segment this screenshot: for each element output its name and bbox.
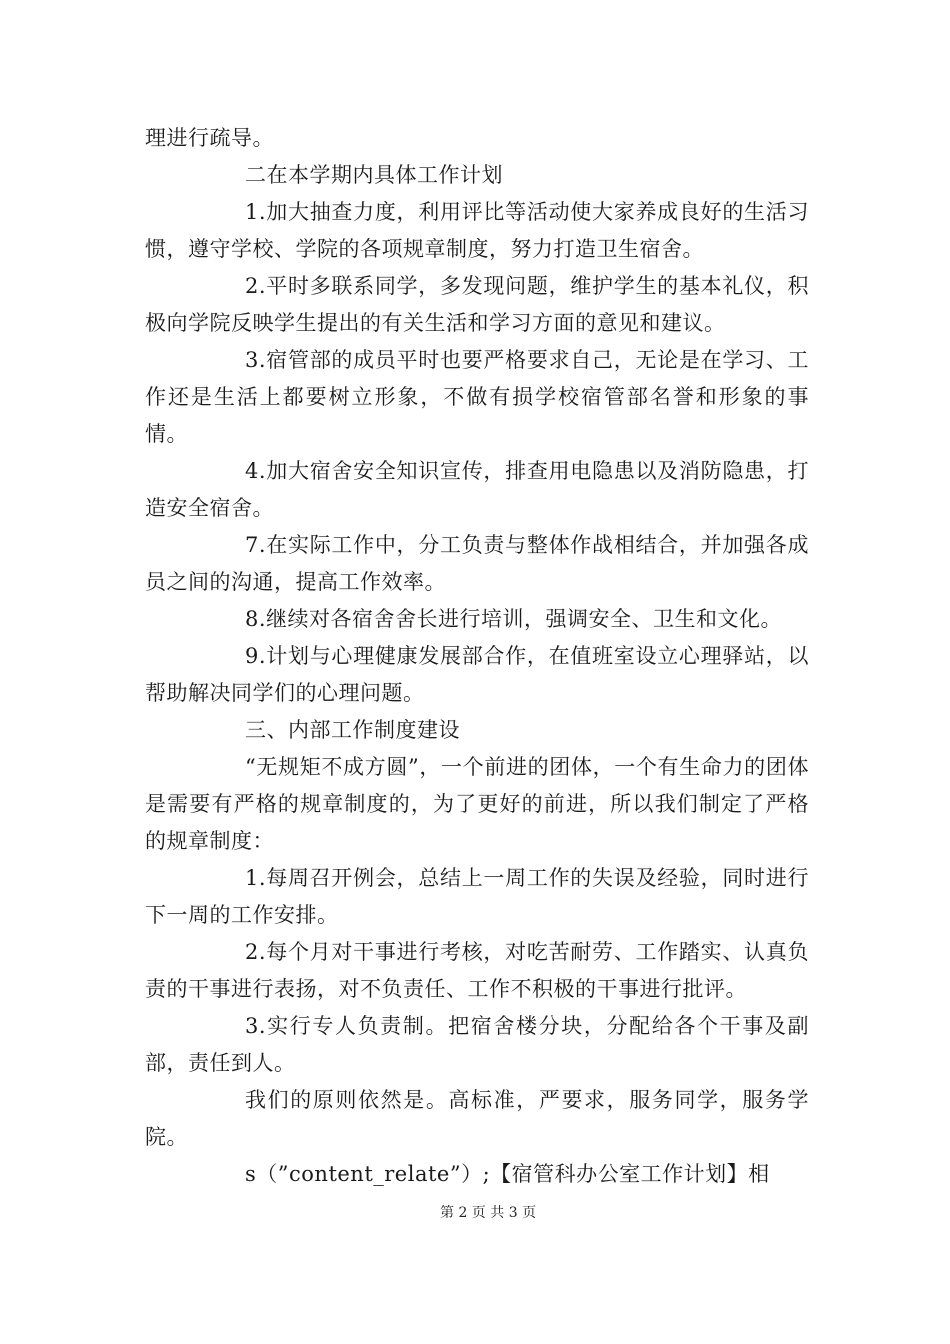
section-heading-plan: 二在本学期内具体工作计划 (245, 163, 503, 187)
plan-item-4: 4.加大宿舍安全知识宣传，排查用电隐患以及消防隐患，打造安全宿舍。 (145, 459, 809, 520)
section-heading-rules: 三、内部工作制度建设 (245, 718, 460, 742)
rule-item-3: 3.实行专人负责制。把宿舍楼分块，分配给各个干事及副部，责任到人。 (145, 1014, 809, 1075)
principle-paragraph: 我们的原则依然是。高标准，严要求，服务同学，服务学院。 (145, 1088, 809, 1149)
rule-item-2: 2.每个月对干事进行考核，对吃苦耐劳、工作踏实、认真负责的干事进行表扬，对不负责任、工作不积极的干事进行批评。 (145, 940, 809, 1001)
document-body (145, 120, 809, 1193)
rules-intro: “无规矩不成方圆”，一个前进的团体，一个有生命力的团体是需要有严格的规章制度的，为了更好的前进，所以我们制定了严格的规章制度： (145, 755, 809, 853)
plan-item-3: 3.宿管部的成员平时也要严格要求自己，无论是在学习、工作还是生活上都要树立形象，不做有损学校宿管部名誉和形象的事情。 (145, 348, 809, 446)
rule-item-1: 1.每周召开例会，总结上一周工作的失误及经验，同时进行下一周的工作安排。 (145, 866, 809, 927)
plan-item-2: 2.平时多联系同学，多发现问题，维护学生的基本礼仪，积极向学院反映学生提出的有关生活和学习方面的意见和建议。 (145, 274, 809, 335)
plan-item-7: 7.在实际工作中，分工负责与整体作战相结合，并加强各成员之间的沟通，提高工作效率。 (145, 533, 809, 594)
plan-item-1: 1.加大抽查力度，利用评比等活动使大家养成良好的生活习惯，遵守学校、学院的各项规章制度，努力打造卫生宿舍。 (145, 200, 809, 261)
plan-item-8: 8.继续对各宿舍舍长进行培训，强调安全、卫生和文化。 (245, 607, 783, 631)
page-number-footer: 第 2 页 共 3 页 (440, 1205, 537, 1221)
plan-item-9: 9.计划与心理健康发展部合作，在值班室设立心理驿站，以帮助解决同学们的心理问题。 (145, 644, 809, 705)
trailing-code-line: s（”content_relate”）;【宿管科办公室工作计划】相 (245, 1162, 770, 1186)
paragraph-1: 理进行疏导。 (145, 126, 274, 150)
